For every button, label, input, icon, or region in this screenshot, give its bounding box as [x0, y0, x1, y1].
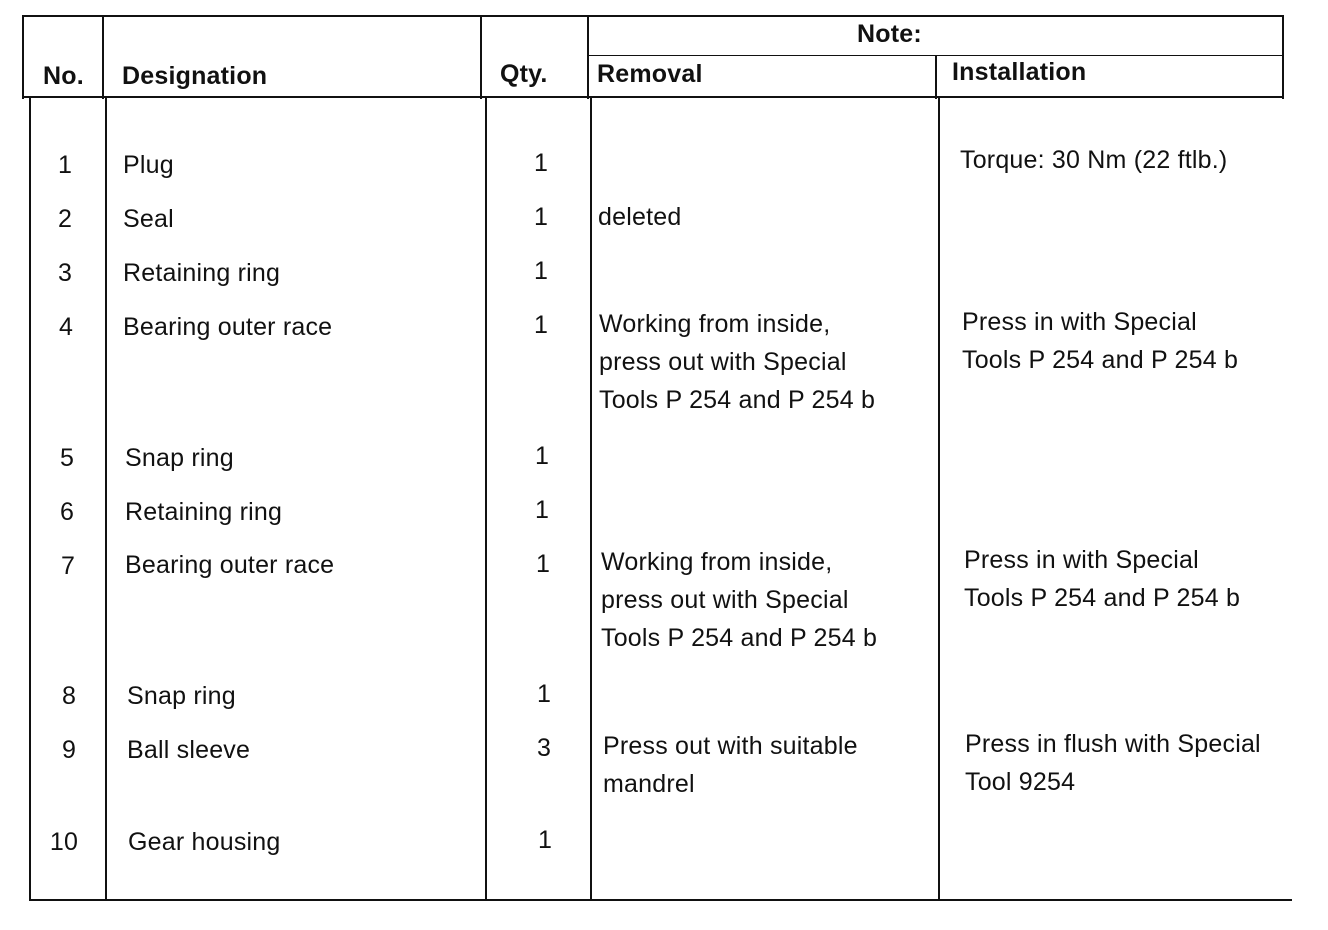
table-left-border [22, 15, 24, 99]
row-2-removal: deleted [598, 203, 682, 231]
col-divider-no-lower [105, 96, 107, 901]
row-3-no: 3 [57, 259, 73, 287]
row-1-no: 1 [57, 151, 73, 179]
row-7-qty: 1 [535, 550, 551, 578]
row-6-designation: Retaining ring [125, 498, 283, 526]
row-9-qty: 3 [536, 734, 552, 762]
table-bottom-rule [30, 899, 1292, 901]
row-4-no: 4 [58, 313, 74, 341]
row-7-no: 7 [60, 552, 76, 580]
row-2-qty: 1 [533, 203, 549, 231]
row-8-no: 8 [61, 682, 77, 710]
row-9-no: 9 [61, 736, 77, 764]
row-4-installation: Press in with Special Tools P 254 and P 254 b [962, 308, 1239, 374]
col-divider-no [102, 15, 104, 99]
row-4-qty: 1 [533, 311, 549, 339]
header-designation: Designation [122, 62, 268, 90]
col-divider-qty [587, 15, 589, 99]
table-right-border [1282, 15, 1284, 99]
col-divider-removal [935, 55, 937, 99]
row-5-no: 5 [59, 444, 75, 472]
col-divider-designation [480, 15, 482, 99]
row-1-designation: Plug [123, 151, 174, 179]
row-10-no: 10 [49, 828, 79, 856]
row-8-designation: Snap ring [127, 682, 236, 710]
row-4-designation: Bearing outer race [123, 313, 333, 341]
row-9-designation: Ball sleeve [127, 736, 251, 764]
row-3-qty: 1 [533, 257, 549, 285]
row-7-installation: Press in with Special Tools P 254 and P 254 b [964, 546, 1241, 612]
header-note: Note: [857, 20, 922, 48]
row-1-installation: Torque: 30 Nm (22 ftlb.) [960, 146, 1228, 174]
row-5-qty: 1 [534, 442, 550, 470]
row-2-designation: Seal [123, 205, 174, 233]
header-removal: Removal [597, 60, 703, 88]
row-4-removal: Working from inside, press out with Special Tools P 254 and P 254 b [599, 310, 876, 414]
row-9-installation: Press in flush with Special Tool 9254 [965, 730, 1261, 796]
table-left-border-lower [29, 96, 31, 901]
row-2-no: 2 [57, 205, 73, 233]
row-3-designation: Retaining ring [123, 259, 281, 287]
header-installation: Installation [952, 58, 1087, 86]
row-6-no: 6 [59, 498, 75, 526]
row-8-qty: 1 [536, 680, 552, 708]
row-10-designation: Gear housing [128, 828, 281, 856]
row-7-designation: Bearing outer race [125, 551, 335, 579]
col-divider-qty-lower [590, 96, 592, 901]
row-1-qty: 1 [533, 149, 549, 177]
col-divider-removal-lower [938, 96, 940, 901]
header-bottom-rule [22, 96, 1284, 98]
row-9-removal: Press out with suitable mandrel [603, 732, 858, 798]
header-qty: Qty. [500, 60, 548, 88]
row-6-qty: 1 [534, 496, 550, 524]
row-5-designation: Snap ring [125, 444, 234, 472]
table-top-rule [22, 15, 1284, 17]
header-no: No. [43, 62, 84, 90]
row-7-removal: Working from inside, press out with Special Tools P 254 and P 254 b [601, 548, 878, 652]
col-divider-designation-lower [485, 96, 487, 901]
row-10-qty: 1 [537, 826, 553, 854]
